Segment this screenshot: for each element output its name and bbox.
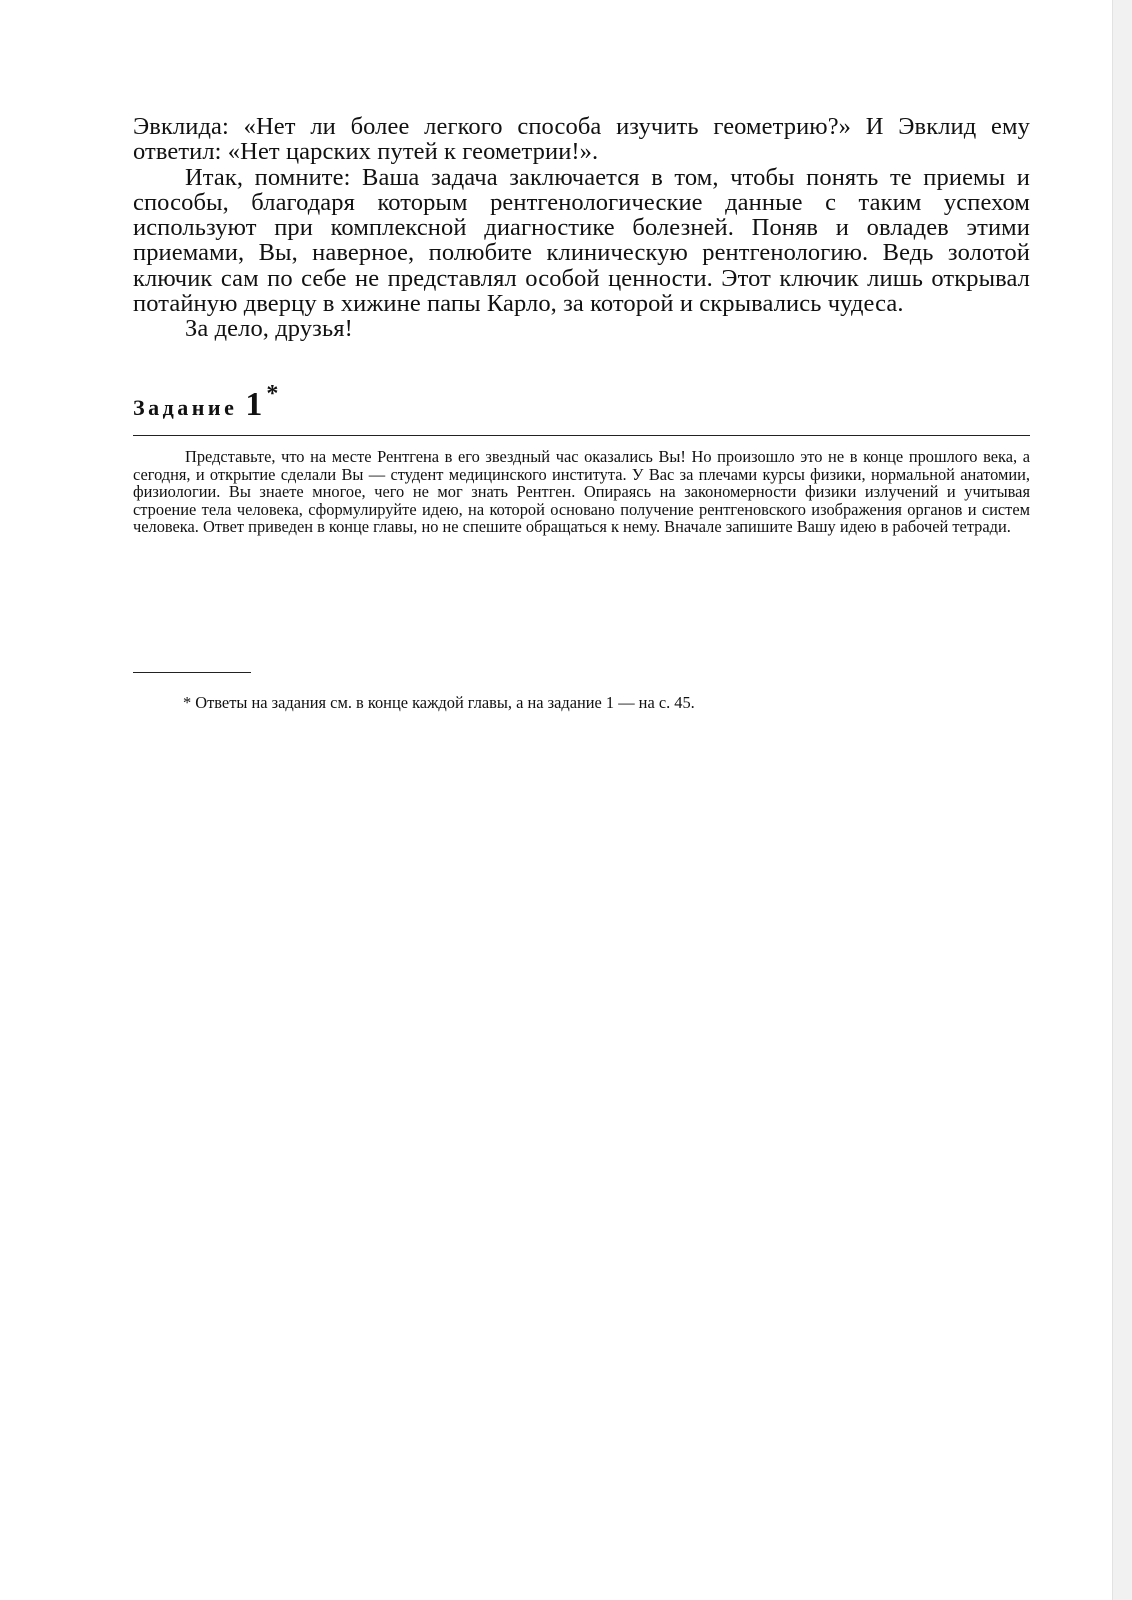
task-heading-word: Задание	[133, 395, 238, 420]
footnote: * Ответы на задания см. в конце каждой главы, а на задание 1 — на с. 45.	[183, 693, 695, 712]
task-heading-number: 1	[245, 386, 263, 423]
task-heading	[133, 381, 279, 426]
viewer-edge	[1112, 0, 1132, 1600]
task-divider	[133, 435, 1030, 436]
task-text: Представьте, что на месте Рентгена в его звездный час оказались Вы! Но произошло это не в конце прошлого века, а сегодня, и открытие сделали Вы — студент медицинского института. У Вас за плечами курсы физики, нормальной анатомии, физиологии. Вы знаете многое, чего не мог знать Рентген. Опираясь на закономерности физики излучений и учитывая строение тела человека, сформулируйте идею, на которой основано получение рентгеновского изображения органов и систем человека. Ответ приведен в конце главы, но не спешите обращаться к нему. Вначале запишите Вашу идею в рабочей тетради.	[133, 447, 1030, 537]
main-text	[133, 114, 1030, 342]
task-heading-footnote-mark: *	[266, 381, 279, 407]
paragraph-euclid: Эвклида: «Нет ли более легкого способа изучить геометрию?» И Эвклид ему ответил: «Нет царских путей к геометрии!».	[133, 113, 1030, 166]
paragraph-remember: Итак, помните: Ваша задача заключается в том, чтобы понять те приемы и способы, благодаря которым рентгенологические данные с таким успехом используют при комплексной диагностике болезней. Поняв и овладев этими приемами, Вы, наверное, полюбите клиническую рентгенологию. Ведь золотой ключик сам по себе не представлял особой ценности. Этот ключик лишь открывал потайную дверцу в хижине папы Карло, за которой и скрывались чудеса.	[133, 163, 1030, 318]
footnote-divider	[133, 672, 251, 673]
paragraph-call-to-action: За дело, друзья!	[185, 315, 353, 343]
